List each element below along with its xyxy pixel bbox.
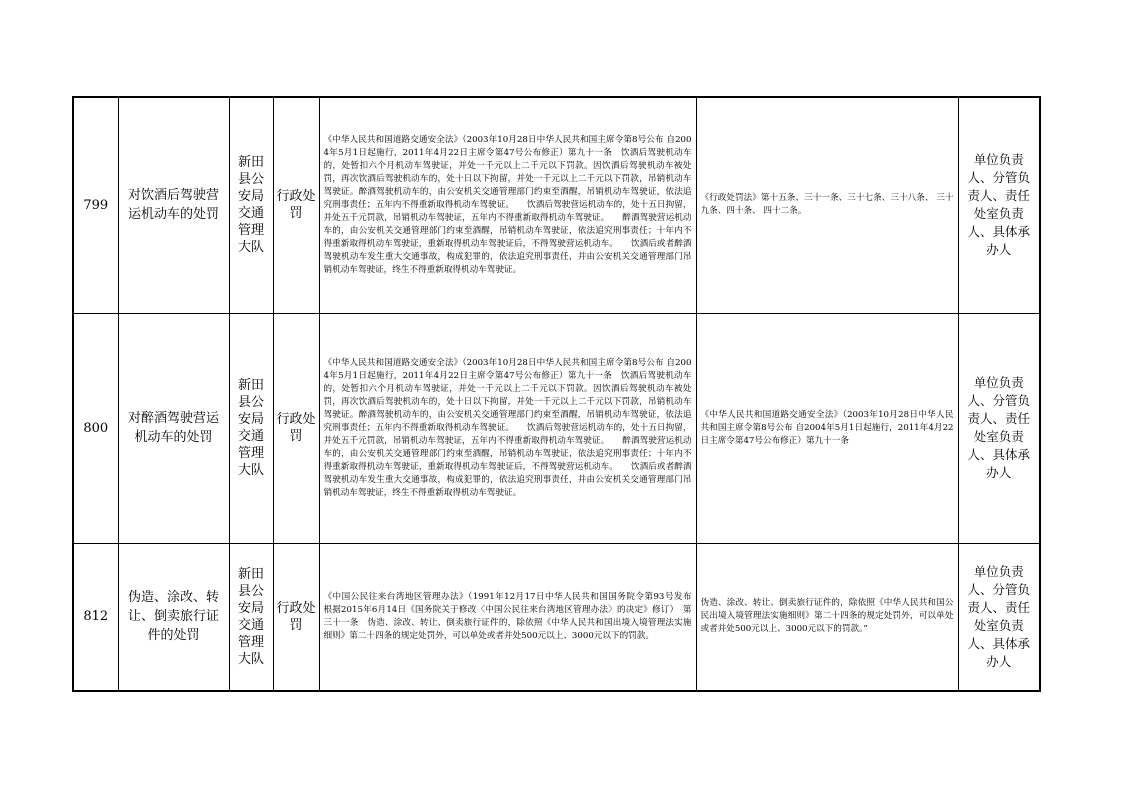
item-name: 对饮酒后驾驶营运机动车的处罚 [118, 97, 229, 313]
item-number: 812 [73, 543, 118, 691]
enforcing-department: 新田县公安局交通管理大队 [229, 313, 273, 543]
table-row [73, 543, 1040, 691]
responsible-persons: 单位负责人、分管负责人、责任处室负责人、具体承办人 [958, 543, 1040, 691]
item-category: 行政处罚 [273, 97, 319, 313]
penalty-items-table [72, 96, 1041, 692]
item-category: 行政处罚 [273, 543, 319, 691]
penalty-basis: 《中华人民共和国道路交通安全法》（2003年10月28日中华人民共和国主席令第8号公布 自2004年5月1日起施行，2011年4月22日主席令第47号公布修正）第九十一条 [696, 313, 958, 543]
item-name: 对醉酒驾驶营运机动车的处罚 [118, 313, 229, 543]
penalty-basis: 《行政处罚法》第十五条、三十一条、三十七条、三十八条、 三十九条、四十条、 四十二条。 [696, 97, 958, 313]
enforcing-department: 新田县公安局交通管理大队 [229, 543, 273, 691]
responsible-persons: 单位负责人、分管负责人、责任处室负责人、具体承办人 [958, 313, 1040, 543]
item-number: 799 [73, 97, 118, 313]
penalty-basis: 伪造、涂改、转让、倒卖旅行证件的，除依照《中华人民共和国公民出境入境管理法实施细则》第二十四条的规定处罚外，可以单处或者并处500元以上、3000元以下的罚款。” [696, 543, 958, 691]
table-row [73, 97, 1040, 313]
item-name: 伪造、涂改、转让、倒卖旅行证件的处罚 [118, 543, 229, 691]
legal-basis: 《中华人民共和国道路交通安全法》（2003年10月28日中华人民共和国主席令第8号公布 自2004年5月1日起施行，2011年4月22日主席令第47号公布修正）第九十一条 饮酒后驾驶机动车的，处暂扣六个月机动车驾驶证，并处一千元以上二千元以下罚款。因饮酒后驾驶机动车被处罚，再次饮酒后驾驶机动车的，处十日以下拘留，并处一千元以上二千元以下罚款，吊销机动车驾驶证。醉酒驾驶机动车的，由公安机关交通管理部门约束至酒醒，吊销机动车驾驶证，依法追究刑事责任；五年内不得重新取得机动车驾驶证。 饮酒后驾驶营运机动车的，处十五日拘留，并处五千元罚款，吊销机动车驾驶证，五年内不得重新取得机动车驾驶证。 醉酒驾驶营运机动车的，由公安机关交通管理部门约束至酒醒，吊销机动车驾驶证，依法追究刑事责任；十年内不得重新取得机动车驾驶证，重新取得机动车驾驶证后，不得驾驶营运机动车。 饮酒后或者醉酒驾驶机动车发生重大交通事故，构成犯罪的，依法追究刑事责任，并由公安机关交通管理部门吊销机动车驾驶证，终生不得重新取得机动车驾驶证。 [319, 313, 696, 543]
item-number: 800 [73, 313, 118, 543]
enforcing-department: 新田县公安局交通管理大队 [229, 97, 273, 313]
responsible-persons: 单位负责人、分管负责人、责任处室负责人、具体承办人 [958, 97, 1040, 313]
legal-basis: 《中国公民往来台湾地区管理办法》（1991年12月17日中华人民共和国国务院令第93号发布 根据2015年6月14日《国务院关于修改〈中国公民往来台湾地区管理办法〉的决定》修订） 第三十一条 伪造、涂改、转让、倒卖旅行证件的，除依照《中华人民共和国出境入境管理法实施细则》第二十四条的规定处罚外，可以单处或者并处500元以上、3000元以下的罚款。 [319, 543, 696, 691]
item-category: 行政处罚 [273, 313, 319, 543]
legal-basis: 《中华人民共和国道路交通安全法》（2003年10月28日中华人民共和国主席令第8号公布 自2004年5月1日起施行，2011年4月22日主席令第47号公布修正）第九十一条 饮酒后驾驶机动车的，处暂扣六个月机动车驾驶证，并处一千元以上二千元以下罚款。因饮酒后驾驶机动车被处罚，再次饮酒后驾驶机动车的，处十日以下拘留，并处一千元以上二千元以下罚款，吊销机动车驾驶证。醉酒驾驶机动车的，由公安机关交通管理部门约束至酒醒，吊销机动车驾驶证，依法追究刑事责任；五年内不得重新取得机动车驾驶证。 饮酒后驾驶营运机动车的，处十五日拘留，并处五千元罚款，吊销机动车驾驶证，五年内不得重新取得机动车驾驶证。 醉酒驾驶营运机动车的，由公安机关交通管理部门约束至酒醒，吊销机动车驾驶证，依法追究刑事责任；十年内不得重新取得机动车驾驶证，重新取得机动车驾驶证后，不得驾驶营运机动车。 饮酒后或者醉酒驾驶机动车发生重大交通事故，构成犯罪的，依法追究刑事责任，并由公安机关交通管理部门吊销机动车驾驶证，终生不得重新取得机动车驾驶证。 [319, 97, 696, 313]
table-row [73, 313, 1040, 543]
